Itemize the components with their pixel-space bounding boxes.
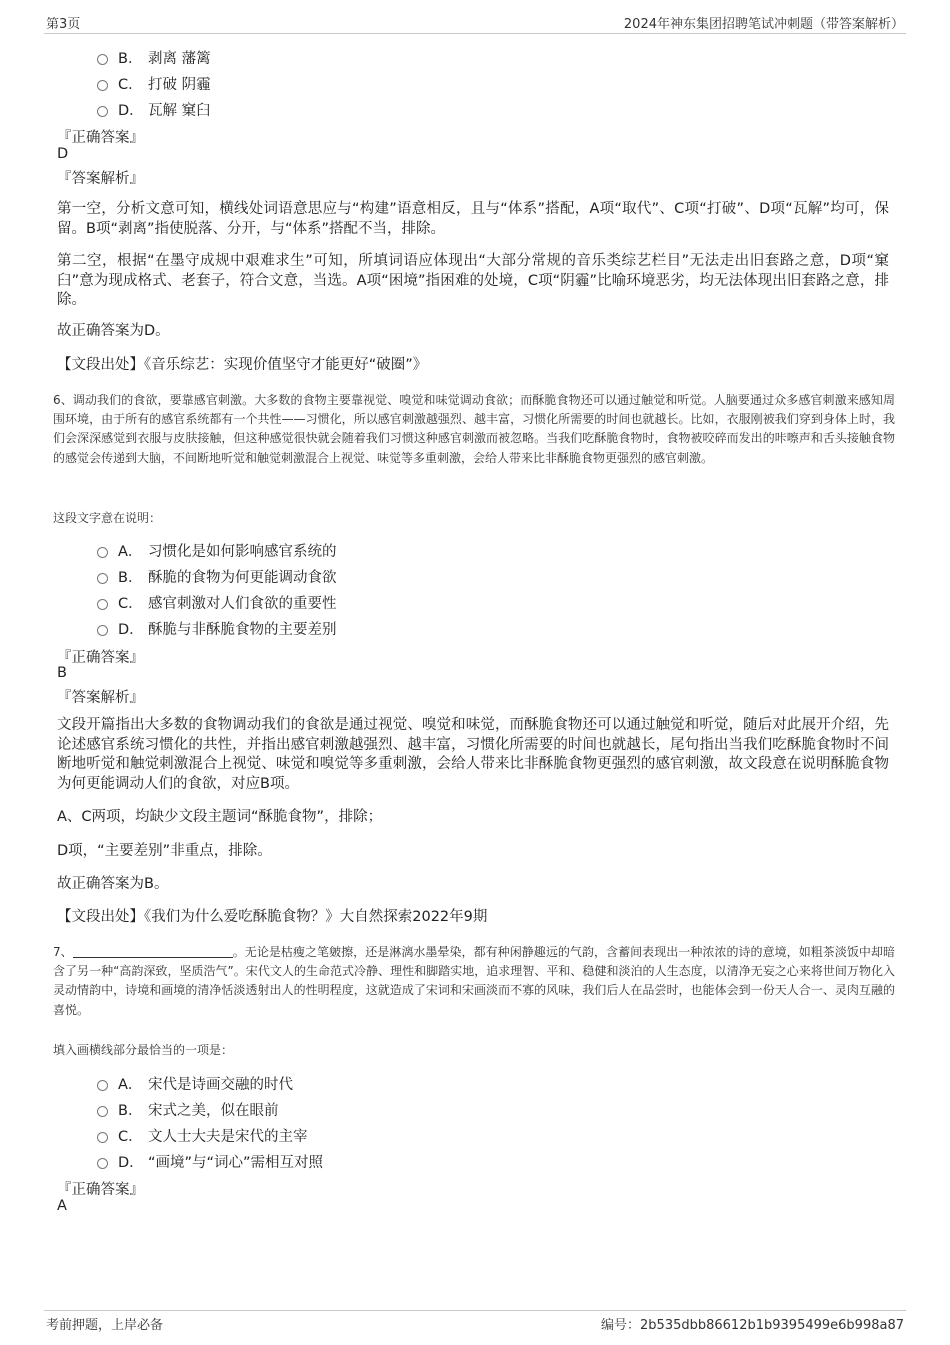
document-title: 2024年神东集团招聘笔试冲刺题（带答案解析） <box>623 17 904 32</box>
fill-blank <box>73 945 233 958</box>
radio-icon[interactable] <box>97 106 108 117</box>
q6-correct-value: B <box>57 665 67 681</box>
q6-analysis-paragraph: 文段开篇指出大多数的食物调动我们的食欲是通过视觉、嗅觉和味觉，而酥脆食物还可以通过触觉和听觉，随后对此展开介绍，先论述感官系统习惯化的共性，并指出感官刺激越强烈、越丰富，习惯化所需要的时间也就越长，尾句指出当我们吃酥脆食物时不间断地听觉和触觉刺激混合上视觉、味觉和嗅觉等多重刺激，会给人带来比非酥脆食物更强烈的感官刺激，故文段意在说明酥脆食物为何更能调动人们的食欲，对应B项。 <box>57 717 889 792</box>
footer-slogan: 考前押题，上岸必备 <box>46 1318 164 1333</box>
q5-source: 【文段出处】《音乐综艺：实现价值坚守才能更好“破圈”》 <box>57 357 428 373</box>
q6-correct-label: 『正确答案』 <box>57 650 144 666</box>
q5-option-d[interactable]: D． 瓦解 窠臼 <box>97 99 211 120</box>
q5-correct-value: D <box>57 146 69 162</box>
radio-icon[interactable] <box>97 625 108 636</box>
header-divider <box>44 33 906 34</box>
q5-correct-label: 『正确答案』 <box>57 130 144 146</box>
q7-prompt: 填入画横线部分最恰当的一项是： <box>53 1043 234 1057</box>
q5-option-b[interactable]: B． 剥离 藩篱 <box>97 47 211 68</box>
q6-analysis-conclusion: 故正确答案为B。 <box>57 876 169 892</box>
radio-icon[interactable] <box>97 54 108 65</box>
q5-analysis-label: 『答案解析』 <box>57 171 144 187</box>
q6-prompt: 这段文字意在说明： <box>53 511 162 525</box>
q5-analysis-conclusion: 故正确答案为D。 <box>57 323 170 339</box>
radio-icon[interactable] <box>97 599 108 610</box>
q6-analysis-paragraph: A、C两项，均缺少文段主题词“酥脆食物”，排除； <box>57 809 383 825</box>
q7-option-b[interactable]: B． 宋式之美，似在眼前 <box>97 1099 279 1120</box>
q5-option-c[interactable]: C． 打破 阴霾 <box>97 73 211 94</box>
q7-option-d[interactable]: D． “画境”与“词心”需相互对照 <box>97 1151 323 1172</box>
footer-divider <box>44 1310 906 1311</box>
radio-icon[interactable] <box>97 80 108 91</box>
radio-icon[interactable] <box>97 573 108 584</box>
q7-option-c[interactable]: C． 文人士大夫是宋代的主宰 <box>97 1125 308 1146</box>
q7-correct-value: A <box>57 1198 67 1214</box>
radio-icon[interactable] <box>97 1106 108 1117</box>
q7-correct-label: 『正确答案』 <box>57 1182 144 1198</box>
radio-icon[interactable] <box>97 1158 108 1169</box>
page-number: 第3页 <box>46 17 81 32</box>
radio-icon[interactable] <box>97 1132 108 1143</box>
q6-option-b[interactable]: B． 酥脆的食物为何更能调动食欲 <box>97 566 337 587</box>
q6-option-c[interactable]: C． 感官刺激对人们食欲的重要性 <box>97 592 337 613</box>
q5-analysis-paragraph: 第二空，根据“在墨守成规中艰难求生”可知，所填词语应体现出“大部分常规的音乐类综艺栏目”无法走出旧套路之意，D项“窠臼”意为现成格式、老套子，符合文意，当选。A项“困境”指困难的处境，C项“阴霾”比喻环境恶劣，均无法体现出旧套路之意，排除。 <box>57 253 889 308</box>
q6-option-d[interactable]: D． 酥脆与非酥脆食物的主要差别 <box>97 618 337 639</box>
q7-question-text: 7、 。无论是枯瘦之笔皴擦，还是淋漓水墨晕染，都有种闲静趣远的气韵，含蓄间表现出一种浓浓的诗的意境，如粗茶淡饭中却暗含了另一种“高韵深致，坚质浩气”。宋代文人的生命范式冷静、理性和脚踏实地，追求理智、平和、稳健和淡泊的人生态度，以清净无妄之心来将世间万物化入灵动情韵中，诗境和画境的清净恬淡透射出人的性明程度，这就造成了宋词和宋画淡而不寡的风味，我们后人在品尝时，也能体会到一份天人合一、灵肉互融的喜悦。 <box>53 945 895 1017</box>
q6-analysis-paragraph: D项，“主要差别”非重点，排除。 <box>57 843 272 859</box>
q7-option-a[interactable]: A． 宋代是诗画交融的时代 <box>97 1073 293 1094</box>
q6-source: 【文段出处】《我们为什么爱吃酥脆食物？》大自然探索2022年9期 <box>57 909 488 925</box>
q6-analysis-label: 『答案解析』 <box>57 690 144 706</box>
radio-icon[interactable] <box>97 547 108 558</box>
q6-option-a[interactable]: A． 习惯化是如何影响感官系统的 <box>97 540 337 561</box>
q5-analysis-paragraph: 第一空，分析文意可知，横线处词语意思应与“构建”语意相反，且与“体系”搭配，A项“取代”、C项“打破”、D项“瓦解”均可，保留。B项“剥离”指使脱落、分开，与“体系”搭配不当，排除。 <box>57 201 889 237</box>
radio-icon[interactable] <box>97 1080 108 1091</box>
footer-doc-id: 编号：2b535dbb86612b1b9395499e6b998a87 <box>601 1318 904 1333</box>
q6-question-text: 6、调动我们的食欲，要靠感官刺激。大多数的食物主要靠视觉、嗅觉和味觉调动食欲；而酥脆食物还可以通过触觉和听觉。人脑要通过众多感官刺激来感知周围环境，由于所有的感官系统都有一个共性——习惯化，所以感官刺激越强烈、越丰富，习惯化所需要的时间也就越长。比如，衣服刚被我们穿到身体上时，我们会深深感觉到衣服与皮肤接触，但这种感觉很快就会随着我们习惯这种感官刺激而被忽略。当我们吃酥脆食物时，食物被咬碎而发出的咔嚓声和舌头接触食物的感觉会传递到大脑，不间断地听觉和触觉刺激混合上视觉、味觉等多重刺激，会给人带来比非酥脆食物更强烈的感官刺激。 <box>53 393 895 465</box>
